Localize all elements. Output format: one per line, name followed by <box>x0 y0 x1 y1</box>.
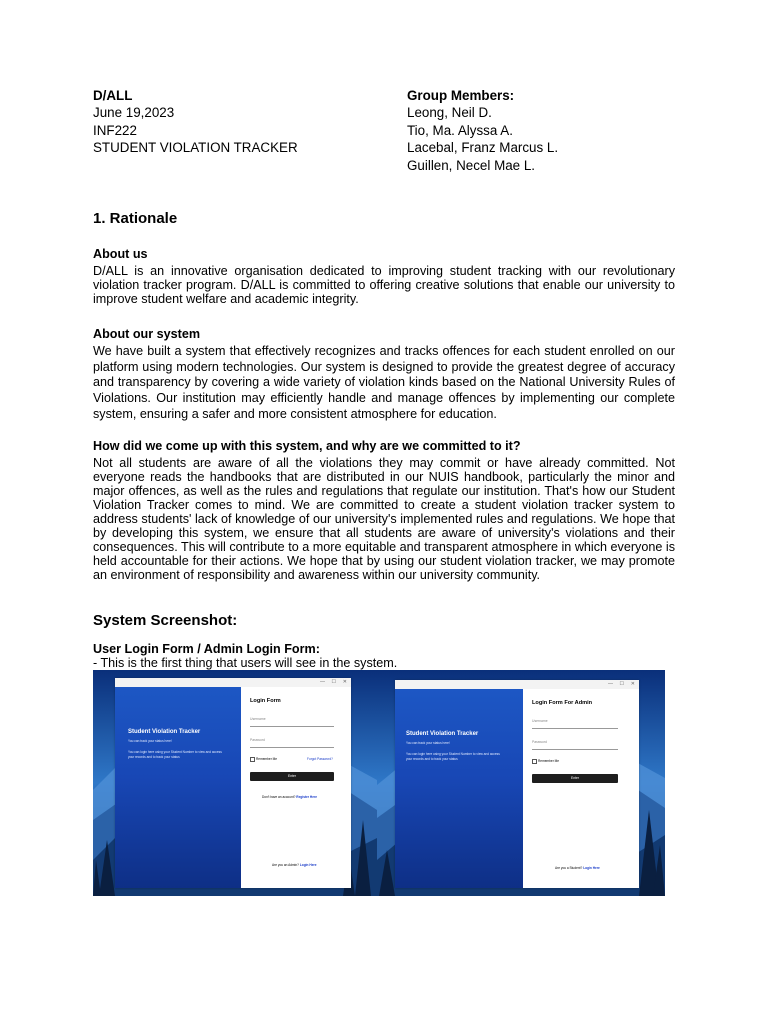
company-name: D/ALL <box>93 88 133 103</box>
user-login-window <box>115 678 351 888</box>
member-4: Guillen, Necel Mae L. <box>407 158 536 173</box>
maximize-icon[interactable]: ☐ <box>619 681 624 687</box>
no-account-text <box>262 795 317 799</box>
enter-button[interactable]: Enter <box>250 772 334 781</box>
member-2: Tio, Ma. Alyssa A. <box>407 123 513 138</box>
screenshot-heading: System Screenshot: <box>93 612 238 629</box>
brand-tagline: You can track your status here! <box>406 741 450 745</box>
remember-label: Remember Me <box>256 757 278 761</box>
brand-description: You can login here using your Student Number to view and access your records and to track your status <box>406 752 500 761</box>
password-input[interactable] <box>532 749 618 750</box>
member-1: Leong, Neil D. <box>407 105 492 120</box>
password-input[interactable] <box>250 747 334 748</box>
admin-login-link[interactable]: Login Here <box>299 863 317 867</box>
remember-label: Remember Me <box>538 759 560 763</box>
remember-checkbox[interactable] <box>532 759 537 764</box>
why-text: Not all students are aware of all the violations they may commit or have already committed. Not everyone reads the handbooks that are distributed in our NUIS handbook, particularly the minor and major offences, as well as the rules and regulations that regulate our institution. That's how our Student Violation Tracker comes to mind. We are committed to create a student violation tracker system to address students' lack of knowledge of our university's implemented rules and regulations. We hope that by developing this system, we ensure that all students are aware of university's violations and their consequences. This will contribute to a more equitable and transparent atmosphere in which everyone is held accountable for their actions. We hope that by using our student violation tracker, we may promote an environment of responsibility and awareness within our university community. <box>93 456 675 582</box>
student-question: Are you a Student? <box>555 866 583 870</box>
window-titlebar <box>115 678 351 687</box>
username-label: Username <box>250 717 266 721</box>
brand-description: You can login here using your Student Number to view and access your records and to track your status <box>128 750 222 759</box>
brand-title: Student Violation Tracker <box>128 729 201 735</box>
login-screenshots <box>93 670 665 896</box>
minimize-icon[interactable]: — <box>608 681 613 687</box>
user-form-title: Login Form <box>250 698 281 704</box>
course-code: INF222 <box>93 123 137 138</box>
about-us-text: D/ALL is an innovative organisation dedicated to improving student tracking with our revolutionary violation tracker program. D/ALL is committed to offering creative solutions that enable our university to improve student welfare and academic integrity. <box>93 264 675 306</box>
maximize-icon[interactable]: ☐ <box>331 679 336 685</box>
project-title: STUDENT VIOLATION TRACKER <box>93 140 298 155</box>
forgot-password-link[interactable]: Forgot Password? <box>307 757 333 761</box>
login-forms-title: User Login Form / Admin Login Form: <box>93 642 320 656</box>
no-account-label: Don't have an account? <box>262 795 296 799</box>
password-label: Password <box>532 740 547 744</box>
brand-tagline: You can track your status here! <box>128 739 172 743</box>
enter-button[interactable]: Enter <box>532 774 618 783</box>
student-prompt <box>555 866 600 870</box>
why-title: How did we come up with this system, and why are we committed to it? <box>93 439 521 453</box>
group-members-title: Group Members: <box>407 88 515 103</box>
admin-question: Are you an Admin? <box>272 863 299 867</box>
password-label: Password <box>250 738 265 742</box>
about-system-text: We have built a system that effectively recognizes and tracks offences for each student enrolled on our platform using modern technologies. Our system is designed to provide the greatest degree of accuracy and transparency by covering a wide variety of violation kinds based on the National University Rules of Violations. Our institution may efficiently handle and manage offences by implementing our complete system, ensuring a safer and more consistent atmosphere for education. <box>93 344 675 421</box>
admin-login-screenshot <box>377 670 665 896</box>
student-login-link[interactable]: Login Here <box>583 866 600 870</box>
user-login-screenshot <box>93 670 377 896</box>
username-label: Username <box>532 719 548 723</box>
remember-checkbox[interactable] <box>250 757 255 762</box>
member-3: Lacebal, Franz Marcus L. <box>407 140 559 155</box>
register-link[interactable]: Register Here <box>296 795 318 799</box>
username-input[interactable] <box>250 726 334 727</box>
window-titlebar <box>395 680 639 689</box>
close-icon[interactable]: ✕ <box>630 681 635 687</box>
admin-brand-panel <box>395 689 523 888</box>
about-system-title: About our system <box>93 327 201 341</box>
admin-prompt <box>272 863 316 867</box>
login-forms-desc: - This is the first thing that users will see in the system. <box>93 656 398 670</box>
date: June 19,2023 <box>93 105 175 120</box>
admin-login-window <box>395 680 639 888</box>
username-input[interactable] <box>532 728 618 729</box>
about-us-title: About us <box>93 247 148 261</box>
rationale-heading: 1. Rationale <box>93 210 178 227</box>
brand-title: Student Violation Tracker <box>406 731 479 737</box>
minimize-icon[interactable]: — <box>320 679 325 685</box>
admin-form-title: Login Form For Admin <box>532 700 593 706</box>
close-icon[interactable]: ✕ <box>342 679 347 685</box>
user-brand-panel <box>115 687 241 888</box>
